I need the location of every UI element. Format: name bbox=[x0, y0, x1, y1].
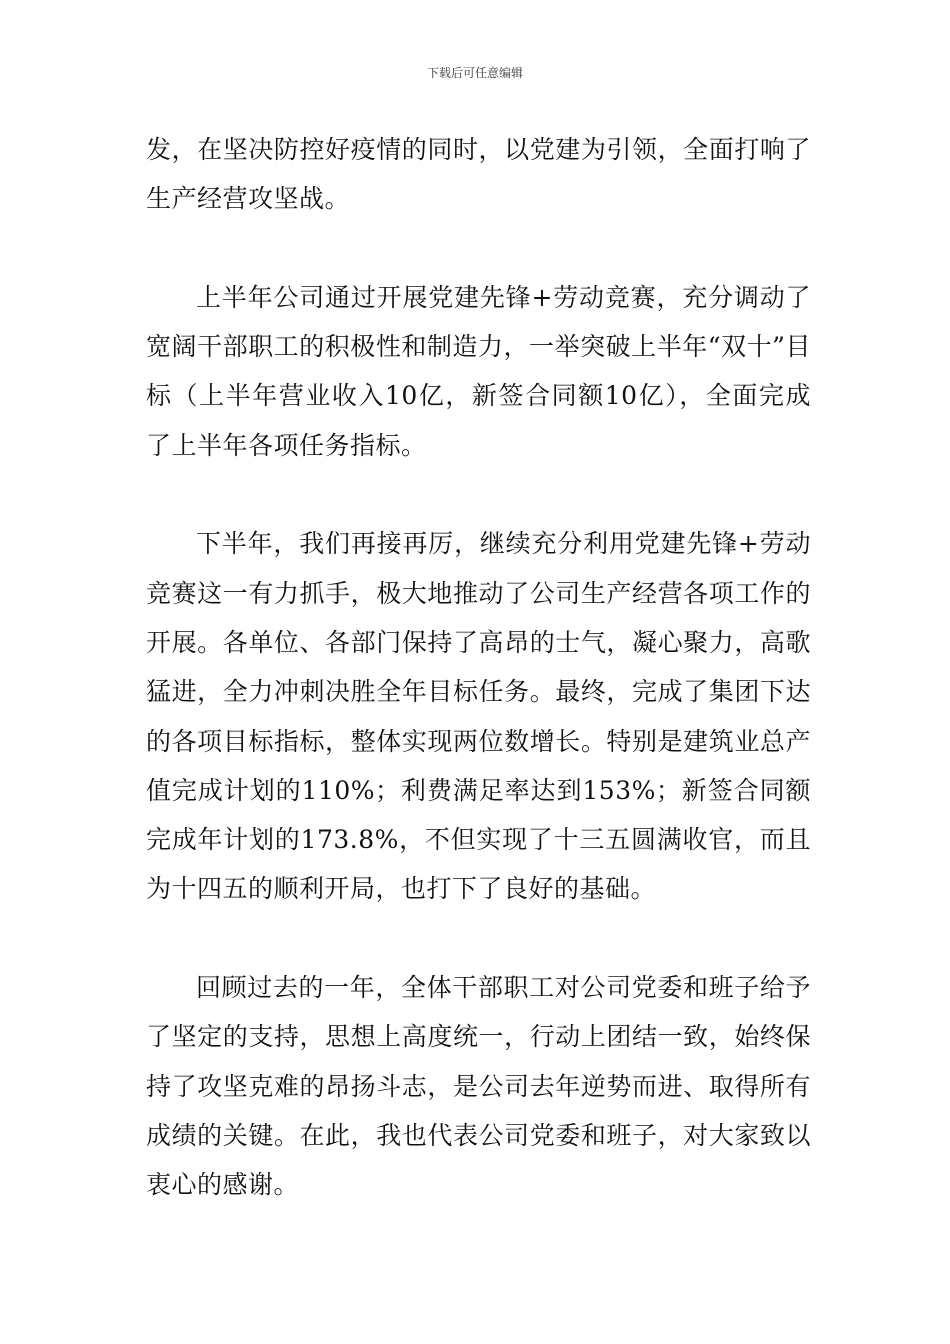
page-header: 下载后可任意编辑 bbox=[426, 66, 523, 80]
paragraph-continuation: 发，在坚决防控好疫情的同时，以党建为引领，全面打响了生产经营攻坚战。 bbox=[146, 135, 811, 214]
document-body bbox=[146, 125, 811, 1210]
paragraph-first-half-year: 上半年公司通过开展党建先锋+劳动竞赛，充分调动了宽阔干部职工的积极性和制造力，一举突破上半年“双十”目标（上半年营业收入10亿，新签合同额10亿），全面完成了上半年各项任务指标。 bbox=[146, 282, 811, 460]
paragraph-second-half-year: 下半年，我们再接再厉，继续充分利用党建先锋+劳动竞赛这一有力抓手，极大地推动了公司生产经营各项工作的开展。各单位、各部门保持了高昂的士气，凝心聚力，高歌猛进，全力冲刺决胜全年目标任务。最终，完成了集团下达的各项目标指标，整体实现两位数增长。特别是建筑业总产值完成计划的110%；利费满足率达到153%；新签合同额完成年计划的173.8%，不但实现了十三五圆满收官，而且为十四五的顺利开局，也打下了良好的基础。 bbox=[146, 529, 811, 904]
paragraph-review-thanks: 回顾过去的一年，全体干部职工对公司党委和班子给予了坚定的支持，思想上高度统一，行动上团结一致，始终保持了攻坚克难的昂扬斗志，是公司去年逆势而进、取得所有成绩的关键。在此，我也代表公司党委和班子，对大家致以衷心的感谢。 bbox=[146, 973, 811, 1200]
